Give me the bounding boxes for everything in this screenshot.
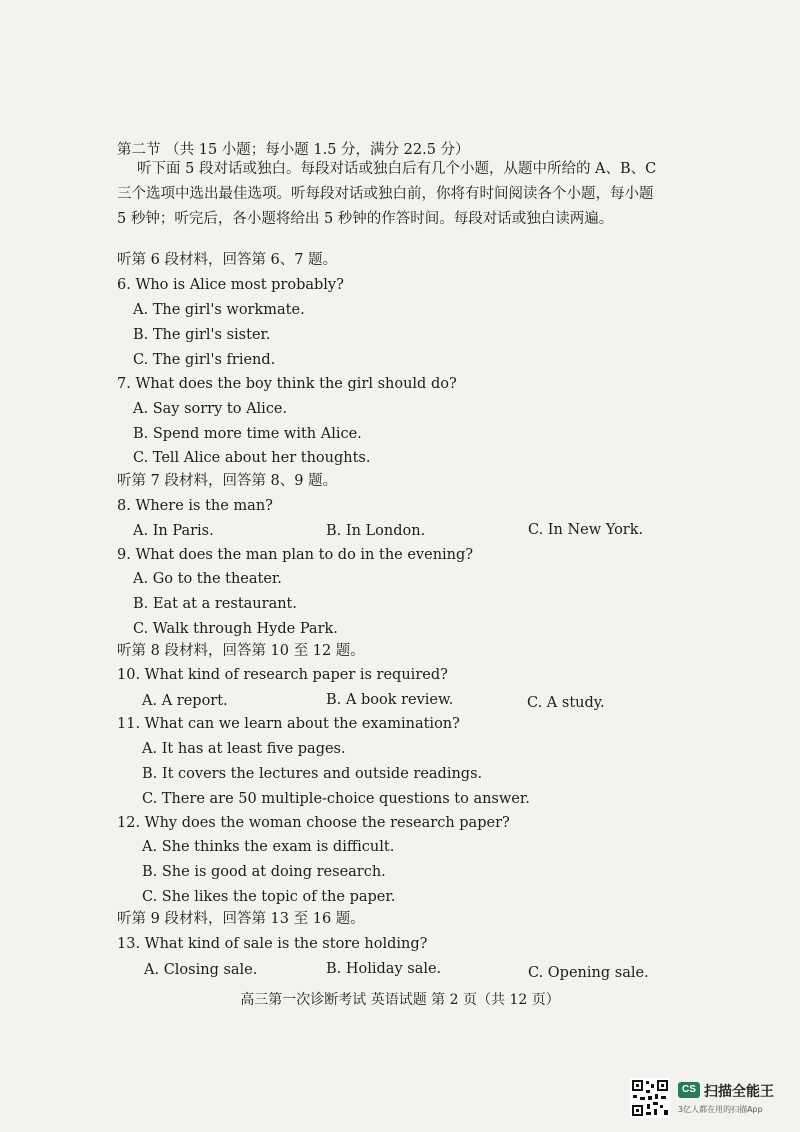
q10-option-b: B. A book review. xyxy=(326,692,454,708)
q12-option-c: C. She likes the topic of the paper. xyxy=(142,889,396,905)
q8-option-a: A. In Paris. xyxy=(133,523,214,539)
q7-option-b: B. Spend more time with Alice. xyxy=(133,426,362,442)
scanner-watermark xyxy=(630,1078,790,1122)
q9-option-b: B. Eat at a restaurant. xyxy=(133,596,297,612)
group-instruction-8: 听第 8 段材料，回答第 10 至 12 题。 xyxy=(117,643,365,659)
group-instruction-9: 听第 9 段材料，回答第 13 至 16 题。 xyxy=(117,911,365,927)
q6-option-b: B. The girl's sister. xyxy=(133,327,271,343)
section-instructions: 听下面 5 段对话或独白。每段对话或独白后有几个小题，从题中所给的 A、B、C 三个选项中选出最佳选项。听每段对话或独白前，你将有时间阅读各个小题，每小题 5 秒钟；听完后，各小题将给出 5 秒钟的作答时间。每段对话或独白读两遍。 xyxy=(117,161,657,227)
scanner-app-name: 扫描全能王 xyxy=(704,1084,774,1100)
q12-option-a: A. She thinks the exam is difficult. xyxy=(142,839,395,855)
q7-option-a: A. Say sorry to Alice. xyxy=(133,401,288,417)
q13-option-a: A. Closing sale. xyxy=(144,962,258,978)
group-instruction-7: 听第 7 段材料，回答第 8、9 题。 xyxy=(117,473,338,489)
q12-option-b: B. She is good at doing research. xyxy=(142,864,386,880)
question-13: 13. What kind of sale is the store holding? xyxy=(117,936,428,952)
q9-option-a: A. Go to the theater. xyxy=(133,571,282,587)
q10-option-a: A. A report. xyxy=(142,693,228,709)
page-footer: 高三第一次诊断考试 英语试题 第 2 页（共 12 页） xyxy=(240,992,560,1008)
qr-code-icon xyxy=(630,1078,670,1118)
question-9: 9. What does the man plan to do in the evening? xyxy=(117,547,474,563)
q8-option-b: B. In London. xyxy=(326,523,426,539)
q11-option-b: B. It covers the lectures and outside readings. xyxy=(142,766,483,782)
camscanner-logo-icon: CS xyxy=(678,1082,700,1098)
question-11: 11. What can we learn about the examination? xyxy=(117,716,460,732)
q6-option-c: C. The girl's friend. xyxy=(133,352,276,368)
section-title: 第二节 （共 15 小题；每小题 1.5 分，满分 22.5 分） xyxy=(117,142,470,158)
q8-option-c: C. In New York. xyxy=(528,522,644,538)
question-8: 8. Where is the man? xyxy=(117,498,273,514)
q10-option-c: C. A study. xyxy=(527,695,605,711)
q13-option-c: C. Opening sale. xyxy=(528,965,649,981)
question-10: 10. What kind of research paper is required? xyxy=(117,667,448,683)
group-instruction-6: 听第 6 段材料，回答第 6、7 题。 xyxy=(117,252,338,268)
question-12: 12. Why does the woman choose the research paper? xyxy=(117,815,510,831)
q9-option-c: C. Walk through Hyde Park. xyxy=(133,621,338,637)
question-7: 7. What does the boy think the girl should do? xyxy=(117,376,457,392)
q11-option-c: C. There are 50 multiple-choice questions to answer. xyxy=(142,791,530,807)
q6-option-a: A. The girl's workmate. xyxy=(133,302,305,318)
q13-option-b: B. Holiday sale. xyxy=(326,961,442,977)
scanner-tagline: 3亿人都在用的扫描App xyxy=(678,1105,763,1114)
question-6: 6. Who is Alice most probably? xyxy=(117,277,344,293)
q11-option-a: A. It has at least five pages. xyxy=(142,741,346,757)
q7-option-c: C. Tell Alice about her thoughts. xyxy=(133,450,371,466)
